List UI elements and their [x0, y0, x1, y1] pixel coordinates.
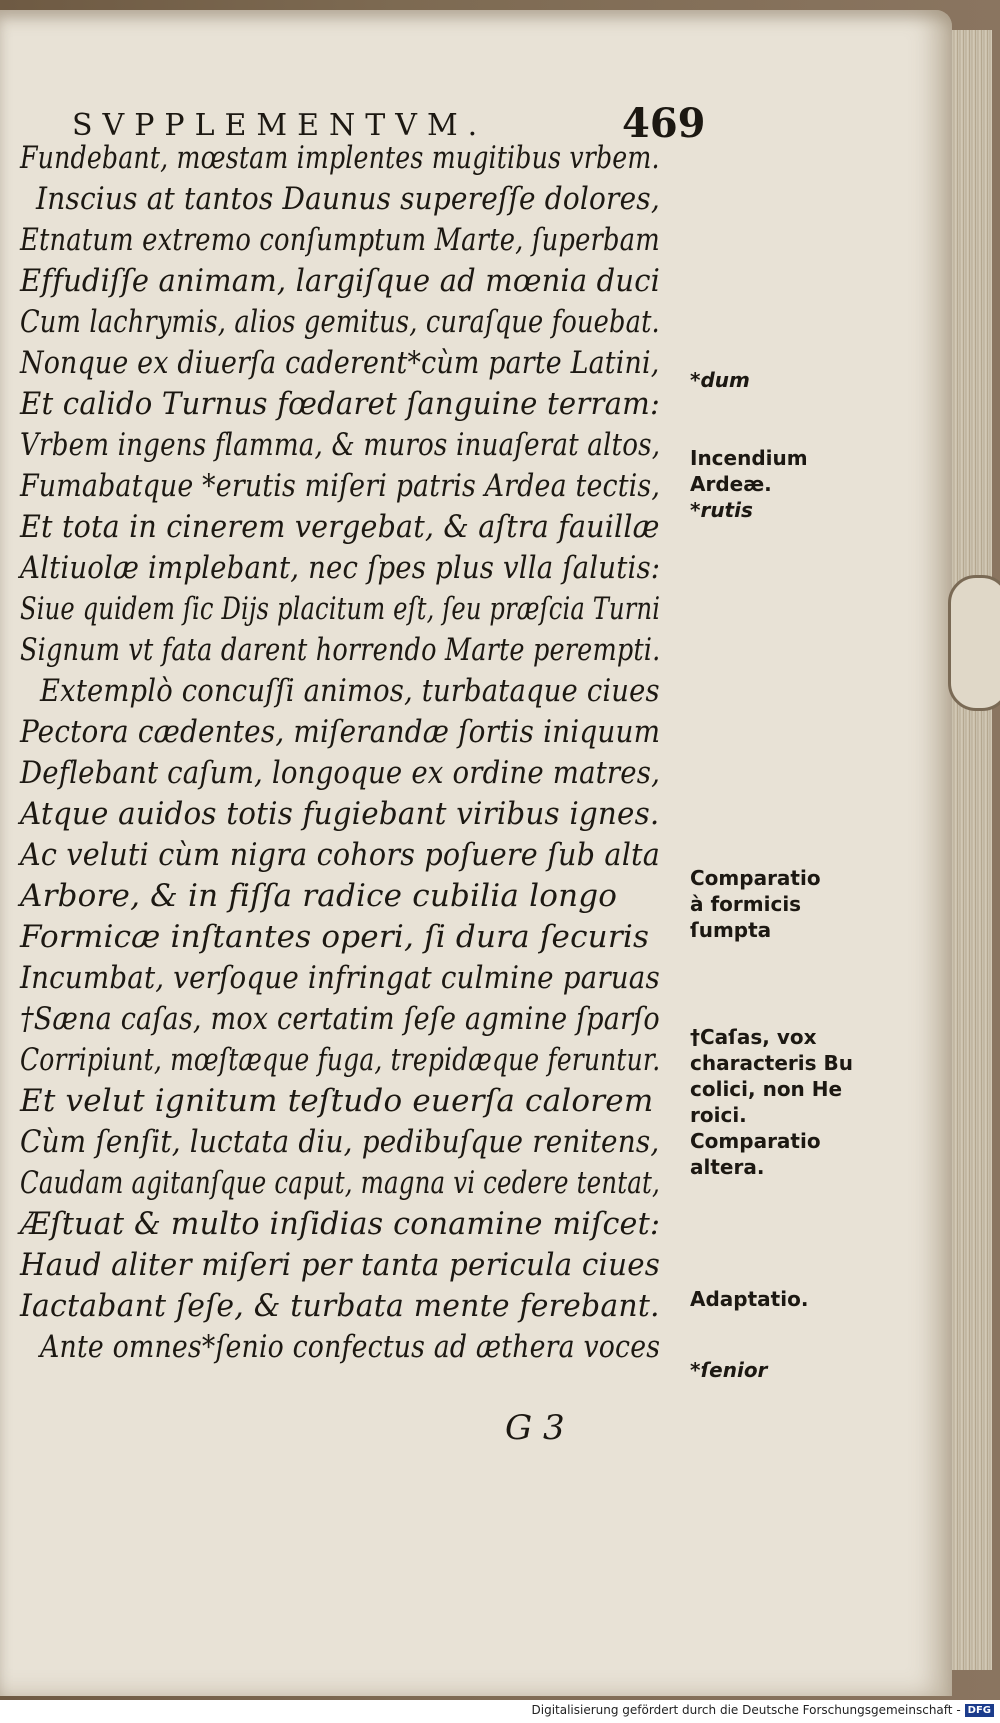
verse-line: Deflebant caſum, longoque ex ordine matres,: [20, 755, 661, 791]
marginal-note: [690, 445, 808, 523]
marginal-note-line: characteris Bu: [690, 1051, 853, 1075]
verse-line: Fundebant, mœstam implentes mugitibus vrbem.: [20, 140, 660, 176]
verse-line: Ac veluti cùm nigra cohors poſuere ſub alta: [20, 837, 661, 873]
marginal-note-line: *ſenior: [690, 1358, 768, 1382]
marginal-note-line: †Caſas, vox: [690, 1025, 817, 1049]
marginal-note-line: ſumpta: [690, 918, 772, 942]
verse-line: Extemplò concuſſi animos, turbataque ciues: [40, 673, 660, 709]
verse-line: †Sæna caſas, mox certatim ſeſe agmine ſparſo: [20, 1001, 660, 1037]
marginal-note: [690, 367, 750, 393]
marginal-note: [690, 1286, 808, 1312]
digitization-credit: [532, 1703, 995, 1717]
marginal-note-line: Ardeæ.: [690, 472, 772, 496]
verse-line: Et velut ignitum teſtudo euerſa calorem: [20, 1083, 654, 1119]
marginal-note-line: altera.: [690, 1155, 765, 1179]
verse-line: Corripiunt, mœſtæque fuga, trepidæque feruntur.: [20, 1042, 661, 1078]
verse-line: Vrbem ingens flamma, & muros inuaſerat altos,: [20, 427, 661, 463]
verse-line: Æſtuat & multo inſidias conamine miſcet:: [20, 1206, 661, 1242]
verse-line: Siue quidem ſic Dijs placitum eſt, ſeu præſcia Turni: [20, 591, 661, 627]
verse-line: Haud aliter miſeri per tanta pericula ciues: [20, 1247, 661, 1283]
marginal-note-line: Comparatio: [690, 1129, 821, 1153]
credit-text: Digitalisierung gefördert durch die Deutsche Forschungsgemeinschaft -: [531, 1703, 961, 1717]
marginal-note-line: colici, non He: [690, 1077, 843, 1101]
dfg-logo: DFG: [965, 1704, 994, 1717]
verse-line: Pectora cædentes, miſerandæ ſortis iniquum: [20, 714, 661, 750]
marginal-note-line: Comparatio: [690, 866, 821, 890]
verse-line: Arbore, & in fiſſa radice cubilia longo: [20, 878, 618, 914]
marginal-note-line: Incendium: [690, 446, 808, 470]
verse-line: Et tota in cinerem vergebat, & aſtra fauillæ: [20, 509, 660, 545]
page-number: 469: [622, 100, 706, 147]
page-clip: [948, 575, 1000, 711]
verse-line: Cum lachrymis, alios gemitus, curaſque fouebat.: [20, 304, 660, 340]
verse-line: Iactabant ſeſe, & turbata mente ferebant.: [20, 1288, 660, 1324]
verse-line: Ante omnes*ſenio confectus ad æthera voces: [40, 1329, 661, 1365]
verse-line: Nonque ex diuerſa caderent*cùm parte Latini,: [20, 345, 660, 381]
verse-line: Caudam agitanſque caput, magna vi cedere tentat,: [20, 1165, 660, 1201]
verse-line: Effudiſſe animam, largiſque ad mœnia duci: [20, 263, 661, 299]
verse-line: Formicæ inſtantes operi, ſi dura ſecuris: [20, 919, 650, 955]
marginal-note-line: Adaptatio.: [690, 1287, 809, 1311]
verse-line: Incumbat, verſoque infringat culmine paruas: [20, 960, 660, 996]
marginal-note: [690, 1357, 767, 1383]
verse-line: Cùm ſenſit, luctata diu, pedibuſque renitens,: [20, 1124, 660, 1160]
verse-line: Altiuolæ implebant, nec ſpes plus vlla ſalutis:: [20, 550, 661, 586]
marginal-note: [690, 1024, 853, 1180]
marginal-note: [690, 865, 821, 943]
marginal-note-line: *rutis: [690, 498, 753, 522]
verse-line: Atque auidos totis fugiebant viribus ignes.: [20, 796, 660, 832]
verse-line: Inscius at tantos Daunus supereſſe dolores,: [36, 181, 660, 217]
verse-line: Et calido Turnus fœdaret ſanguine terram:: [20, 386, 660, 422]
marginal-note-line: roici.: [690, 1103, 747, 1127]
page-edges: [952, 30, 992, 1670]
signature-mark: G 3: [505, 1408, 565, 1448]
marginal-note-line: à formicis: [690, 892, 802, 916]
verse-line: Etnatum extremo conſumptum Marte, ſuperbam: [20, 222, 660, 258]
verse-line: Fumabatque *erutis miſeri patris Ardea tectis,: [20, 468, 661, 504]
running-head: SVPPLEMENTVM.: [72, 108, 488, 143]
marginal-note-line: *dum: [690, 368, 750, 392]
verse-line: Signum vt fata darent horrendo Marte perempti.: [20, 632, 661, 668]
